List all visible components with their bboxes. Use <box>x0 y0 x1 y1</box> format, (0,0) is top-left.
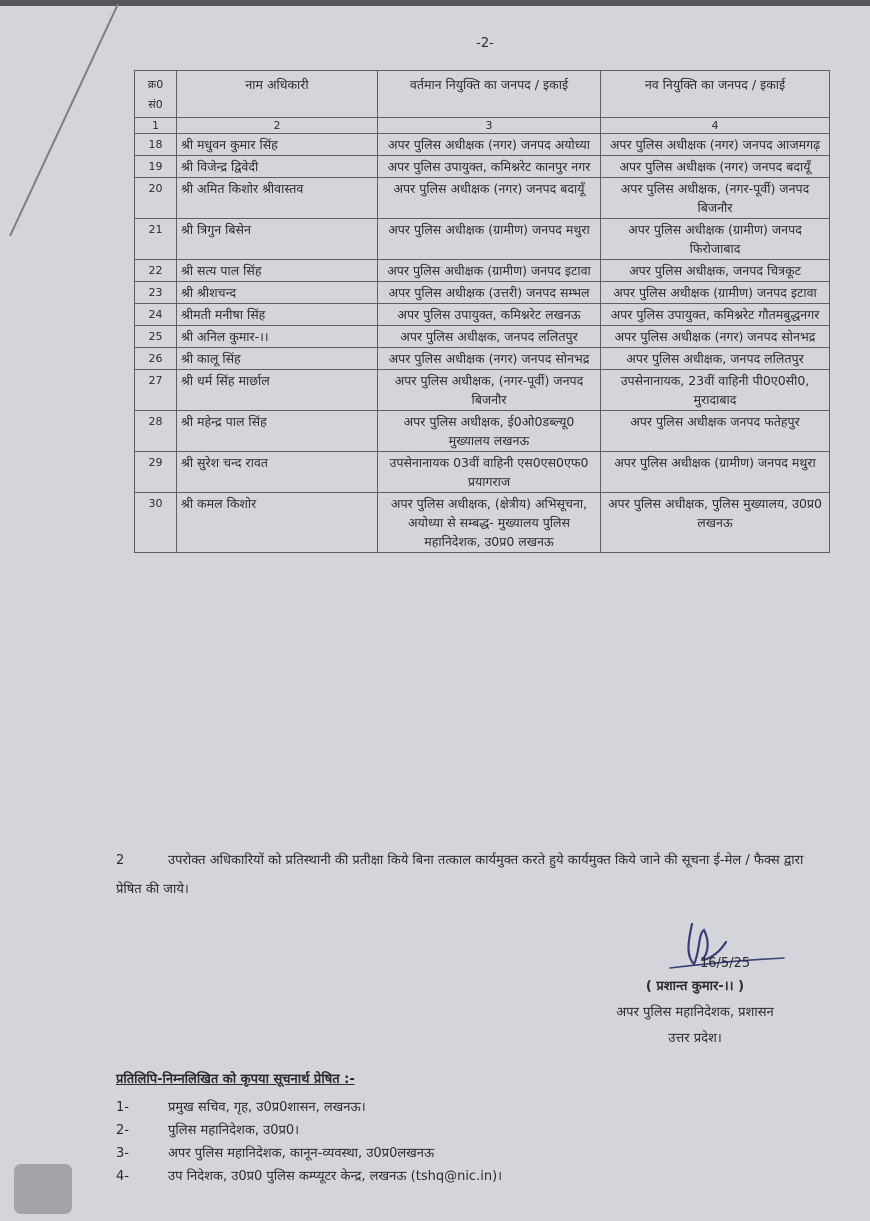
row-new-posting: अपर पुलिस अधीक्षक (नगर) जनपद आजमगढ़ <box>601 134 830 156</box>
table-row <box>135 260 830 282</box>
row-officer-name: श्री विजेन्द्र द्विवेदी <box>177 156 378 178</box>
row-current-posting: उपसेनानायक 03वीं वाहिनी एस0एस0एफ0 प्रयागराज <box>378 452 601 493</box>
note-text: उपरोक्त अधिकारियों को प्रतिस्थानी की प्रतीक्षा किये बिना तत्काल कार्यमुक्त करते हुये कार्यमुक्त किये जाने की सूचना ई-मेल / फैक्स द्वारा प्रेषित की जाये। <box>116 853 804 897</box>
column-number: 1 <box>135 118 177 134</box>
row-officer-name: श्री सत्य पाल सिंह <box>177 260 378 282</box>
row-officer-name: श्री कालू सिंह <box>177 348 378 370</box>
page-number: -2- <box>476 36 494 51</box>
row-new-posting: अपर पुलिस अधीक्षक (ग्रामीण) जनपद मथुरा <box>601 452 830 493</box>
row-current-posting: अपर पुलिस अधीक्षक, (क्षेत्रीय) अभिसूचना, अयोध्या से सम्बद्ध- मुख्यालय पुलिस महानिदेशक, उ0प्र0 लखनऊ <box>378 493 601 553</box>
row-serial: 19 <box>135 156 177 178</box>
copy-item-text: प्रमुख सचिव, गृह, उ0प्र0शासन, लखनऊ। <box>168 1100 366 1115</box>
row-current-posting: अपर पुलिस अधीक्षक, जनपद ललितपुर <box>378 326 601 348</box>
copy-item-number: 2- <box>116 1123 129 1138</box>
row-new-posting: अपर पुलिस अधीक्षक जनपद फतेहपुर <box>601 411 830 452</box>
corner-overlay-block <box>14 1164 72 1214</box>
row-serial: 25 <box>135 326 177 348</box>
row-current-posting: अपर पुलिस अधीक्षक (नगर) जनपद अयोध्या <box>378 134 601 156</box>
header-current-posting: वर्तमान नियुक्ति का जनपद / इकाई <box>378 71 601 118</box>
row-officer-name: श्री कमल किशोर <box>177 493 378 553</box>
row-current-posting: अपर पुलिस अधीक्षक (ग्रामीण) जनपद मथुरा <box>378 219 601 260</box>
row-new-posting: अपर पुलिस अधीक्षक (ग्रामीण) जनपद फिरोजाबाद <box>601 219 830 260</box>
table-row <box>135 493 830 553</box>
table-row <box>135 370 830 411</box>
row-officer-name: श्री त्रिगुन बिसेन <box>177 219 378 260</box>
row-new-posting: अपर पुलिस अधीक्षक, (नगर-पूर्वी) जनपद बिजनौर <box>601 178 830 219</box>
row-current-posting: अपर पुलिस अधीक्षक (नगर) जनपद सोनभद्र <box>378 348 601 370</box>
copy-item-number: 1- <box>116 1100 129 1115</box>
row-serial: 28 <box>135 411 177 452</box>
handwritten-signature <box>664 912 794 982</box>
row-current-posting: अपर पुलिस अधीक्षक, (नगर-पूर्वी) जनपद बिजनौर <box>378 370 601 411</box>
column-number: 2 <box>177 118 378 134</box>
row-new-posting: अपर पुलिस अधीक्षक, जनपद ललितपुर <box>601 348 830 370</box>
copy-item-text: उप निदेशक, उ0प्र0 पुलिस कम्प्यूटर केन्द्र, लखनऊ (tshq@nic.in)। <box>168 1169 503 1184</box>
list-item <box>116 1165 716 1188</box>
row-serial: 27 <box>135 370 177 411</box>
table-row <box>135 219 830 260</box>
row-current-posting: अपर पुलिस उपायुक्त, कमिश्नरेट कानपुर नगर <box>378 156 601 178</box>
row-officer-name: श्रीमती मनीषा सिंह <box>177 304 378 326</box>
row-officer-name: श्री सुरेश चन्द रावत <box>177 452 378 493</box>
paper-fold-line <box>0 0 120 240</box>
header-officer-name: नाम अधिकारी <box>177 71 378 118</box>
column-number-row <box>135 118 830 134</box>
row-officer-name: श्री अमित किशोर श्रीवास्तव <box>177 178 378 219</box>
row-new-posting: अपर पुलिस अधीक्षक (नगर) जनपद सोनभद्र <box>601 326 830 348</box>
table-header-row <box>135 71 830 118</box>
signatory-location: उत्तर प्रदेश। <box>668 1031 722 1046</box>
row-serial: 20 <box>135 178 177 219</box>
table-row <box>135 452 830 493</box>
row-current-posting: अपर पुलिस अधीक्षक, ई0ओ0डब्ल्यू0 मुख्यालय लखनऊ <box>378 411 601 452</box>
row-new-posting: अपर पुलिस अधीक्षक, पुलिस मुख्यालय, उ0प्र0 लखनऊ <box>601 493 830 553</box>
row-officer-name: श्री धर्म सिंह मार्छाल <box>177 370 378 411</box>
column-number: 3 <box>378 118 601 134</box>
transfer-table <box>134 70 830 553</box>
row-new-posting: अपर पुलिस अधीक्षक (नगर) जनपद बदायूँ <box>601 156 830 178</box>
row-current-posting: अपर पुलिस अधीक्षक (नगर) जनपद बदायूँ <box>378 178 601 219</box>
copy-to-heading: प्रतिलिपि-निम्नलिखित को कृपया सूचनार्थ प्रेषित :- <box>116 1072 355 1087</box>
row-current-posting: अपर पुलिस अधीक्षक (उत्तरी) जनपद सम्भल <box>378 282 601 304</box>
header-new-posting: नव नियुक्ति का जनपद / इकाई <box>601 71 830 118</box>
instruction-note <box>116 846 832 904</box>
copy-to-section <box>116 1068 716 1188</box>
signature-date: 16/5/25 <box>700 956 751 971</box>
signatory-name: ( प्रशान्त कुमार-।। ) <box>645 979 745 994</box>
list-item <box>116 1142 716 1165</box>
list-item <box>116 1119 716 1142</box>
row-serial: 21 <box>135 219 177 260</box>
row-serial: 24 <box>135 304 177 326</box>
row-current-posting: अपर पुलिस अधीक्षक (ग्रामीण) जनपद इटावा <box>378 260 601 282</box>
row-officer-name: श्री श्रीशचन्द <box>177 282 378 304</box>
list-item <box>116 1096 716 1119</box>
note-number: 2 <box>116 853 125 868</box>
row-serial: 26 <box>135 348 177 370</box>
row-serial: 18 <box>135 134 177 156</box>
row-new-posting: अपर पुलिस अधीक्षक, जनपद चित्रकूट <box>601 260 830 282</box>
row-serial: 22 <box>135 260 177 282</box>
page-top-edge <box>0 0 870 6</box>
column-number: 4 <box>601 118 830 134</box>
table-row <box>135 304 830 326</box>
row-new-posting: उपसेनानायक, 23वीं वाहिनी पी0ए0सी0, मुरादाबाद <box>601 370 830 411</box>
copy-item-text: पुलिस महानिदेशक, उ0प्र0। <box>168 1123 300 1138</box>
signatory-block <box>560 974 830 1052</box>
row-officer-name: श्री अनिल कुमार-।। <box>177 326 378 348</box>
table-row <box>135 411 830 452</box>
copy-item-text: अपर पुलिस महानिदेशक, कानून-व्यवस्था, उ0प्र0लखनऊ <box>168 1146 435 1161</box>
table-row <box>135 178 830 219</box>
row-serial: 23 <box>135 282 177 304</box>
signatory-designation: अपर पुलिस महानिदेशक, प्रशासन <box>616 1005 774 1020</box>
row-new-posting: अपर पुलिस उपायुक्त, कमिश्नरेट गौतमबुद्धनगर <box>601 304 830 326</box>
copy-item-number: 3- <box>116 1146 129 1161</box>
row-current-posting: अपर पुलिस उपायुक्त, कमिश्नरेट लखनऊ <box>378 304 601 326</box>
row-serial: 30 <box>135 493 177 553</box>
copy-item-number: 4- <box>116 1169 129 1184</box>
row-officer-name: श्री महेन्द्र पाल सिंह <box>177 411 378 452</box>
table-row <box>135 282 830 304</box>
table-row <box>135 134 830 156</box>
row-serial: 29 <box>135 452 177 493</box>
row-new-posting: अपर पुलिस अधीक्षक (ग्रामीण) जनपद इटावा <box>601 282 830 304</box>
header-serial: क्र0 सं0 <box>135 71 177 118</box>
table-row <box>135 348 830 370</box>
row-officer-name: श्री मधुवन कुमार सिंह <box>177 134 378 156</box>
table-row <box>135 326 830 348</box>
table-row <box>135 156 830 178</box>
